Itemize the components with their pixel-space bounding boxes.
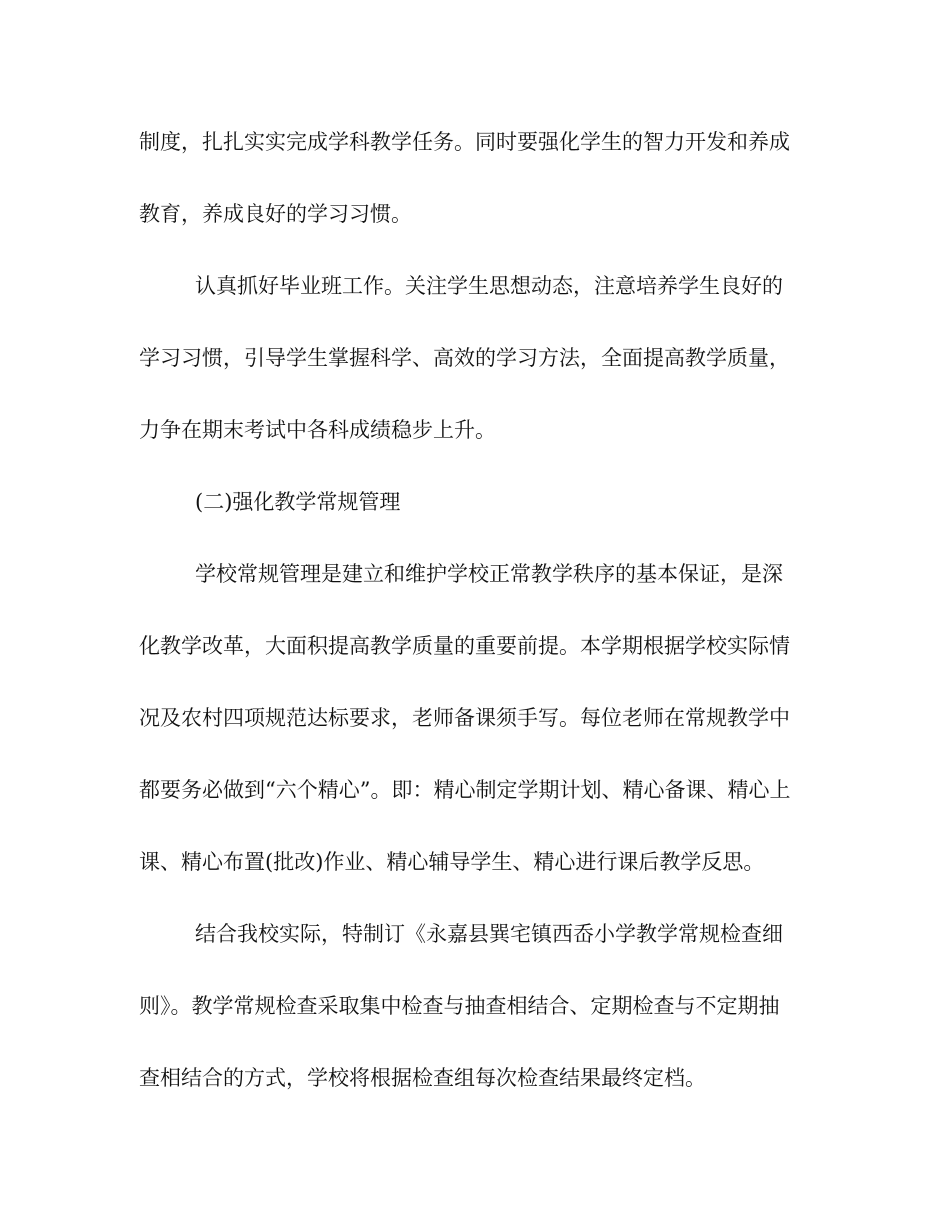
paragraph-first-line: 学校常规管理是建立和维护学校正常教学秩序的基本保证，是深 [195, 562, 783, 586]
text-line: 都要务必做到“六个精心”。即：精心制定学期计划、精心备课、精心上 [139, 778, 791, 802]
section-heading: (二)强化教学常规管理 [195, 490, 401, 514]
text-line: 学习习惯，引导学生掌握科学、高效的学习方法，全面提高教学质量， [139, 346, 790, 370]
text-line: 制度，扎扎实实完成学科教学任务。同时要强化学生的智力开发和养成 [139, 130, 790, 154]
paragraph-first-line: 结合我校实际，特制订《永嘉县巽宅镇西岙小学教学常规检查细 [195, 922, 783, 946]
text-line: 力争在期末考试中各科成绩稳步上升。 [139, 418, 496, 442]
paragraph-first-line: 认真抓好毕业班工作。关注学生思想动态，注意培养学生良好的 [195, 274, 783, 298]
text-line: 教育，养成良好的学习习惯。 [139, 202, 412, 226]
document-body [139, 118, 815, 1102]
text-line: 则》。教学常规检查采取集中检查与抽查相结合、定期检查与不定期抽 [139, 994, 780, 1018]
text-line: 查相结合的方式，学校将根据检查组每次检查结果最终定档。 [139, 1066, 706, 1090]
text-line: 课、精心布置(批改)作业、精心辅导学生、精心进行课后教学反思。 [139, 850, 765, 874]
text-line: 况及农村四项规范达标要求，老师备课须手写。每位老师在常规教学中 [139, 706, 790, 730]
text-line: 化教学改革，大面积提高教学质量的重要前提。本学期根据学校实际情 [139, 634, 790, 658]
